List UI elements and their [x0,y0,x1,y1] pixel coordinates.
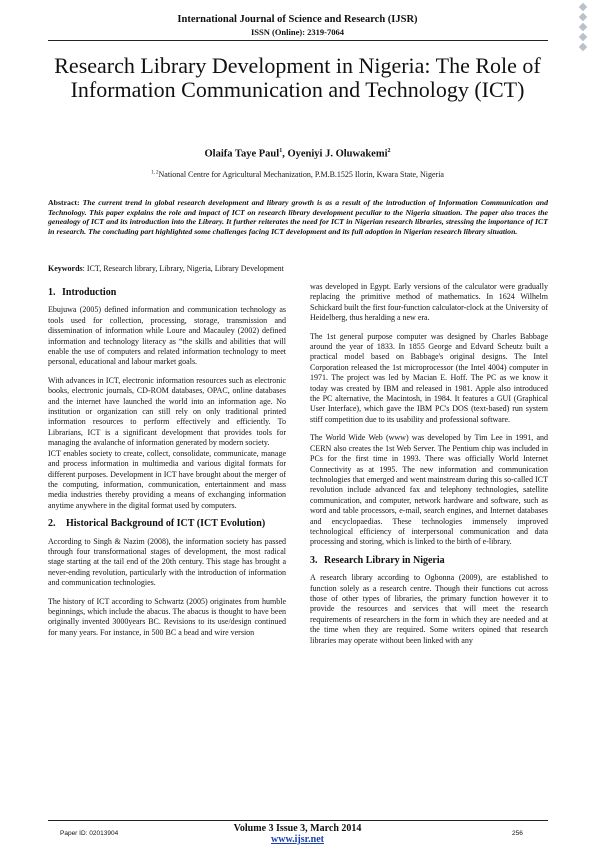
paragraph: ICT enables society to create, collect, consolidate, communicate, manage and process information in multimedia and various digital formats for different purposes. Development in ICT have brought about the merger of the computing, information, communication, entertainment and mass media industries thereby providing a means of exchanging information anytime anywhere in the digital format used by computers. [48,448,286,510]
footer-rule [48,820,548,821]
page-number: 256 [512,830,523,837]
affiliation [0,170,595,179]
paragraph: Ebujuwa (2005) defined information and communication technology as tools used for collection, processing, storage, transmission and dissemination of information while Loure and Macauley (2002) defined information and technology literacy as “the skills and abilities that will enable the use of computers and related information technology to meet personal, educational and labour market goals. [48,305,286,367]
journal-issn: ISSN (Online): 2319-7064 [250,27,345,37]
header-rule [48,40,548,41]
section-title: Research Library in Nigeria [324,554,445,566]
journal-name: International Journal of Science and Research (IJSR) [177,14,418,25]
section-heading-research-library [310,556,548,566]
affiliation-text: National Centre for Agricultural Mechanization, P.M.B.1525 Ilorin, Kwara State, Nigeria [158,170,444,179]
paragraph: With advances in ICT, electronic information resources such as electronic books, electronic journals, CD-ROM databases, OPAC, online databases and the internet have launched the world into an information age. No institution or organization can still rely on only traditional printed information resources to perform effectively and efficiently. To Librarians, ICT is a significant development that provides tools for managing the avalanche of information generated by modern society. [48,375,286,448]
section-title: Historical Background of ICT (ICT Evolution) [66,518,266,530]
author-line: Olaifa Taye Paul$^1$, Oyeniyi J. Oluwakemi$^2$ [204,148,391,160]
keywords: Keywords: ICT, Research library, Library, Nigeria, Library Development [48,264,284,273]
paragraph: The World Wide Web (www) was developed by Tim Lee in 1991, and CERN also creates the 1st Web Server. The Pentium chip was included in PCs for the first time in 1993. There was officially World Internet Connectivity as at 1995. The new information and communication technologies that emerged and went mainstream during this so-called ICT revolution include advanced fax and telephony technologies, satellite communication, and computer, network hardware and software, such as word and table processors, e-mail, search engines, and Internet databases and encyclopaedias. These technologies immensely improved technological efficiency of interpersonal communication and data processing and storing, which is linked to the birth of e-library. [310,433,548,547]
right-column [310,282,548,654]
paragraph: A research library according to Ogbonna (2009), are established to function solely as a research centre. Though their functions cut across those of other types of libraries, the primary function however it to provide the resources and services that will meet the research requirements of researchers in the form in which they are needed and at the time when they are required. Some writers opined that research libraries may operate without been linked with any [310,573,548,645]
paragraph: According to Singh & Nazim (2008), the information society has passed through four transformational stages of development, the most radical stage starting at the tail end of the 20th century. This stage has brought a never-ending revolution, particularly with the introduction of information and communication technologies. [48,536,286,588]
paragraph: The 1st general purpose computer was designed by Charles Babbage around the year of 1833. In 1855 George and Edvard Scheutz built a practical model based on Babbage's original designs. The Intel Corporation released the 1st microprocessor (the Intel 4004) computer in 1971. The project was led by Macian E. Hoff. The PC as we know it today was created by IBM and released in 1981. Apple also introduced the PC alternative, the Macintosh, in 1984. It features a GUI (Graphical User Interface), which gave the IBM PC's DOS (text-based) run system stiff competition due to its usability and professional software. [310,331,548,424]
section-title: Introduction [62,287,117,298]
author-name: Oyeniyi J. Oluwakemi [287,148,388,160]
section-number: 3. [310,554,318,566]
keywords-text: ICT, Research library, Library, Nigeria, Library Development [86,264,284,273]
paper-title: Research Library Development in Nigeria: The Role of Information Communication and Technology (ICT) [54,53,541,102]
author-sup: 1 [279,148,283,154]
author-name: Olaifa Taye Paul [204,148,280,160]
volume-info: Volume 3 Issue 3, March 2014 [233,823,362,834]
section-number: 2. [48,518,56,530]
journal-url-link[interactable]: www.ijsr.net [271,834,324,845]
section-number: 1. [48,287,56,298]
abstract-label: Abstract: [48,198,80,207]
section-heading-historical-background [48,519,286,529]
keywords-label: Keywords [48,264,83,273]
journal-header [0,14,595,37]
section-heading-introduction [48,288,286,298]
paper-id: Paper ID: 02013904 [60,830,119,837]
paragraph: was developed in Egypt. Early versions of the calculator were gradually replacing the primitive method of mathematics. In 1624 Wilhelm Schickard built the first four-function calculator-clock at the University of Heidelberg, thus heralding a new era. [310,282,548,323]
abstract [48,198,548,236]
abstract-text: The current trend in global research development and library growth is as a result of the introduction of Information Communication and Technology. This paper explains the role and impact of ICT on research library development peculiar to the Nigeria situation. The paper also traces the genealogy of ICT and its introduction into the Library. It further reiterates the need for ICT in Nigerian research libraries, stressing the importance of ICT in research. The concluding part highlighted some challenges facing ICT development and its full adoption in Nigerian research library situation. [48,198,548,236]
author-sup: 2 [387,148,391,154]
paragraph: The history of ICT according to Schwartz (2005) originates from humble beginnings, which include the abacus. The abacus is thought to have been originally invented 3000years BC. Revisions to its use/design continued for many years. For instance, in 500 BC a bead and wire version [48,596,286,637]
left-column [48,284,286,646]
affiliation-sup: 1, 2 [151,170,159,176]
